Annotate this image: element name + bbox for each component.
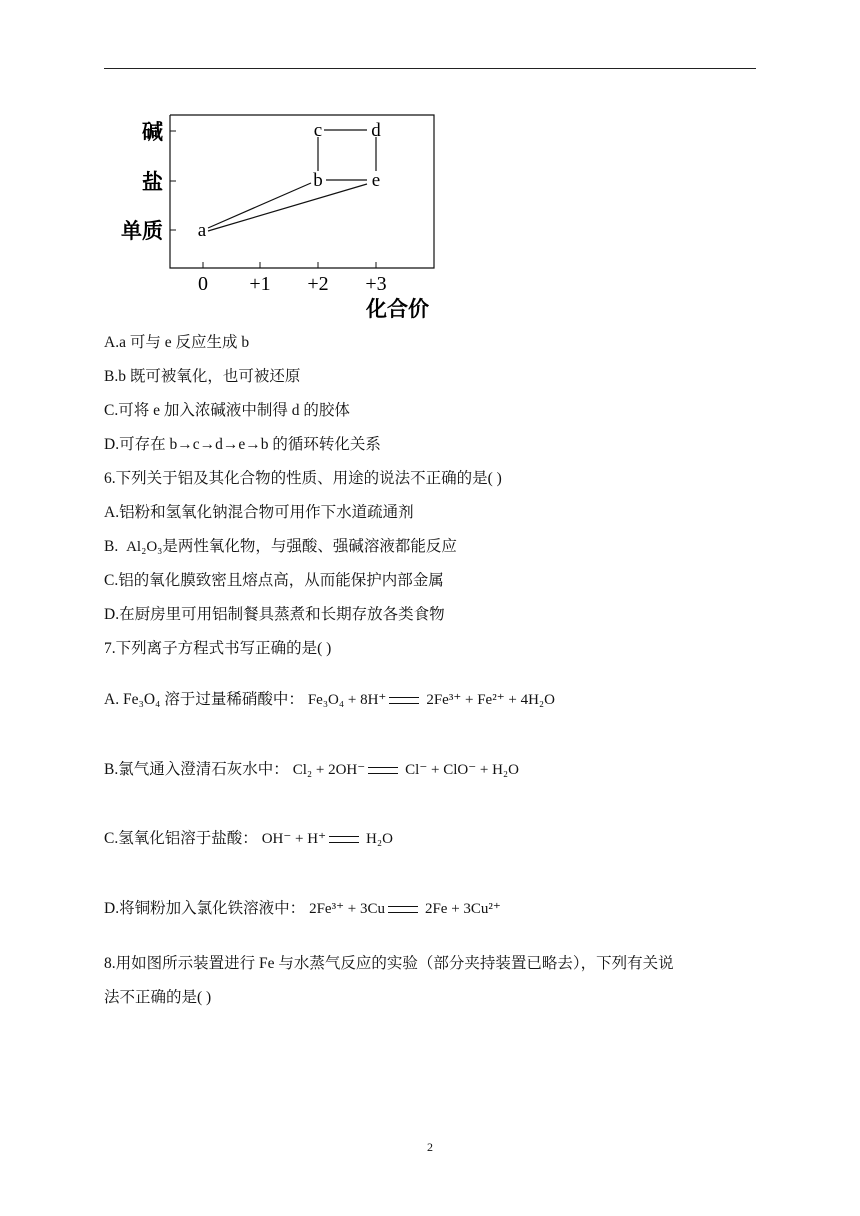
q7-d-prefix: D.将铜粉加入氯化铁溶液中： [104,900,306,917]
q5-option-d: D.可存在 b→c→d→e→b 的循环转化关系 [104,436,381,453]
q7-c-prefix: C.氢氧化铝溶于盐酸： [104,830,258,847]
q7-a-rhs: 2Fe³⁺ + Fe²⁺ + 4H₂O [426,692,555,708]
point-c: c [313,120,323,141]
q6-option-d: D.在厨房里可用铝制餐具蒸煮和长期存放各类食物 [104,606,445,623]
x-tick-label-2: +2 [307,273,329,295]
x-tick-label-0: 0 [198,273,208,295]
page-number: 2 [427,1140,433,1154]
point-d: d [371,120,381,141]
q7-c-rhs: H₂O [366,831,393,847]
q7-b-prefix: B.氯气通入澄清石灰水中： [104,761,289,778]
q7-stem: 7.下列离子方程式书写正确的是( ) [104,640,332,657]
q8-line-2: 法不正确的是( ) [104,989,212,1006]
q7-option-d [104,899,501,919]
q7-a-lhs: Fe₃O₄ + 8H⁺ [307,692,387,708]
q6-option-c: C.铝的氧化膜致密且熔点高，从而能保护内部金属 [104,572,444,589]
q7-c-lhs: OH⁻ + H⁺ [261,831,327,847]
q7-b-lhs: Cl₂ + 2OH⁻ [292,762,366,778]
x-axis-label: 化合价 [366,297,429,321]
y-label-salt: 盐 [142,170,163,194]
q7-option-b [104,760,519,780]
point-b: b [313,170,323,191]
equals-arrow [388,906,418,913]
header-rule [104,68,756,69]
equals-arrow [389,697,419,704]
q7-b-rhs: Cl⁻ + ClO⁻ + H₂O [405,762,519,778]
point-e: e [371,170,381,191]
diagram-frame [170,115,434,268]
equals-arrow [368,767,398,774]
q8-line-1: 8.用如图所示装置进行 Fe 与水蒸气反应的实验（部分夹持装置已略去），下列有关说 [104,955,674,972]
y-label-element: 单质 [121,219,163,243]
q7-d-rhs: 2Fe + 3Cu²⁺ [424,901,501,917]
diagram-svg [104,110,444,325]
q7-d-lhs: 2Fe³⁺ + 3Cu [309,901,385,917]
q6-option-b-formula: Al₂O₃ [126,539,163,555]
q6-option-b-prefix: B. [104,538,123,555]
q6-stem: 6.下列关于铝及其化合物的性质、用途的说法不正确的是( ) [104,470,502,487]
q5-option-b: B.b 既可被氧化，也可被还原 [104,368,301,385]
x-tick-label-1: +1 [249,273,271,295]
edge-a-e [208,184,367,231]
q7-option-c [104,829,393,849]
equals-arrow [329,836,359,843]
x-tick-label-3: +3 [365,273,387,295]
q7-a-prefix: A. Fe₃O₄ 溶于过量稀硝酸中： [104,691,304,708]
valence-class-diagram [104,110,444,325]
q6-option-b [104,537,457,557]
q5-option-c: C.可将 e 加入浓碱液中制得 d 的胶体 [104,402,350,419]
point-a: a [197,220,207,241]
y-label-base: 碱 [142,120,163,144]
q7-option-a [104,690,555,710]
q6-option-b-text: 是两性氧化物，与强酸、强碱溶液都能反应 [162,538,457,555]
q6-option-a: A.铝粉和氢氧化钠混合物可用作下水道疏通剂 [104,504,414,521]
q5-option-a: A.a 可与 e 反应生成 b [104,334,250,351]
